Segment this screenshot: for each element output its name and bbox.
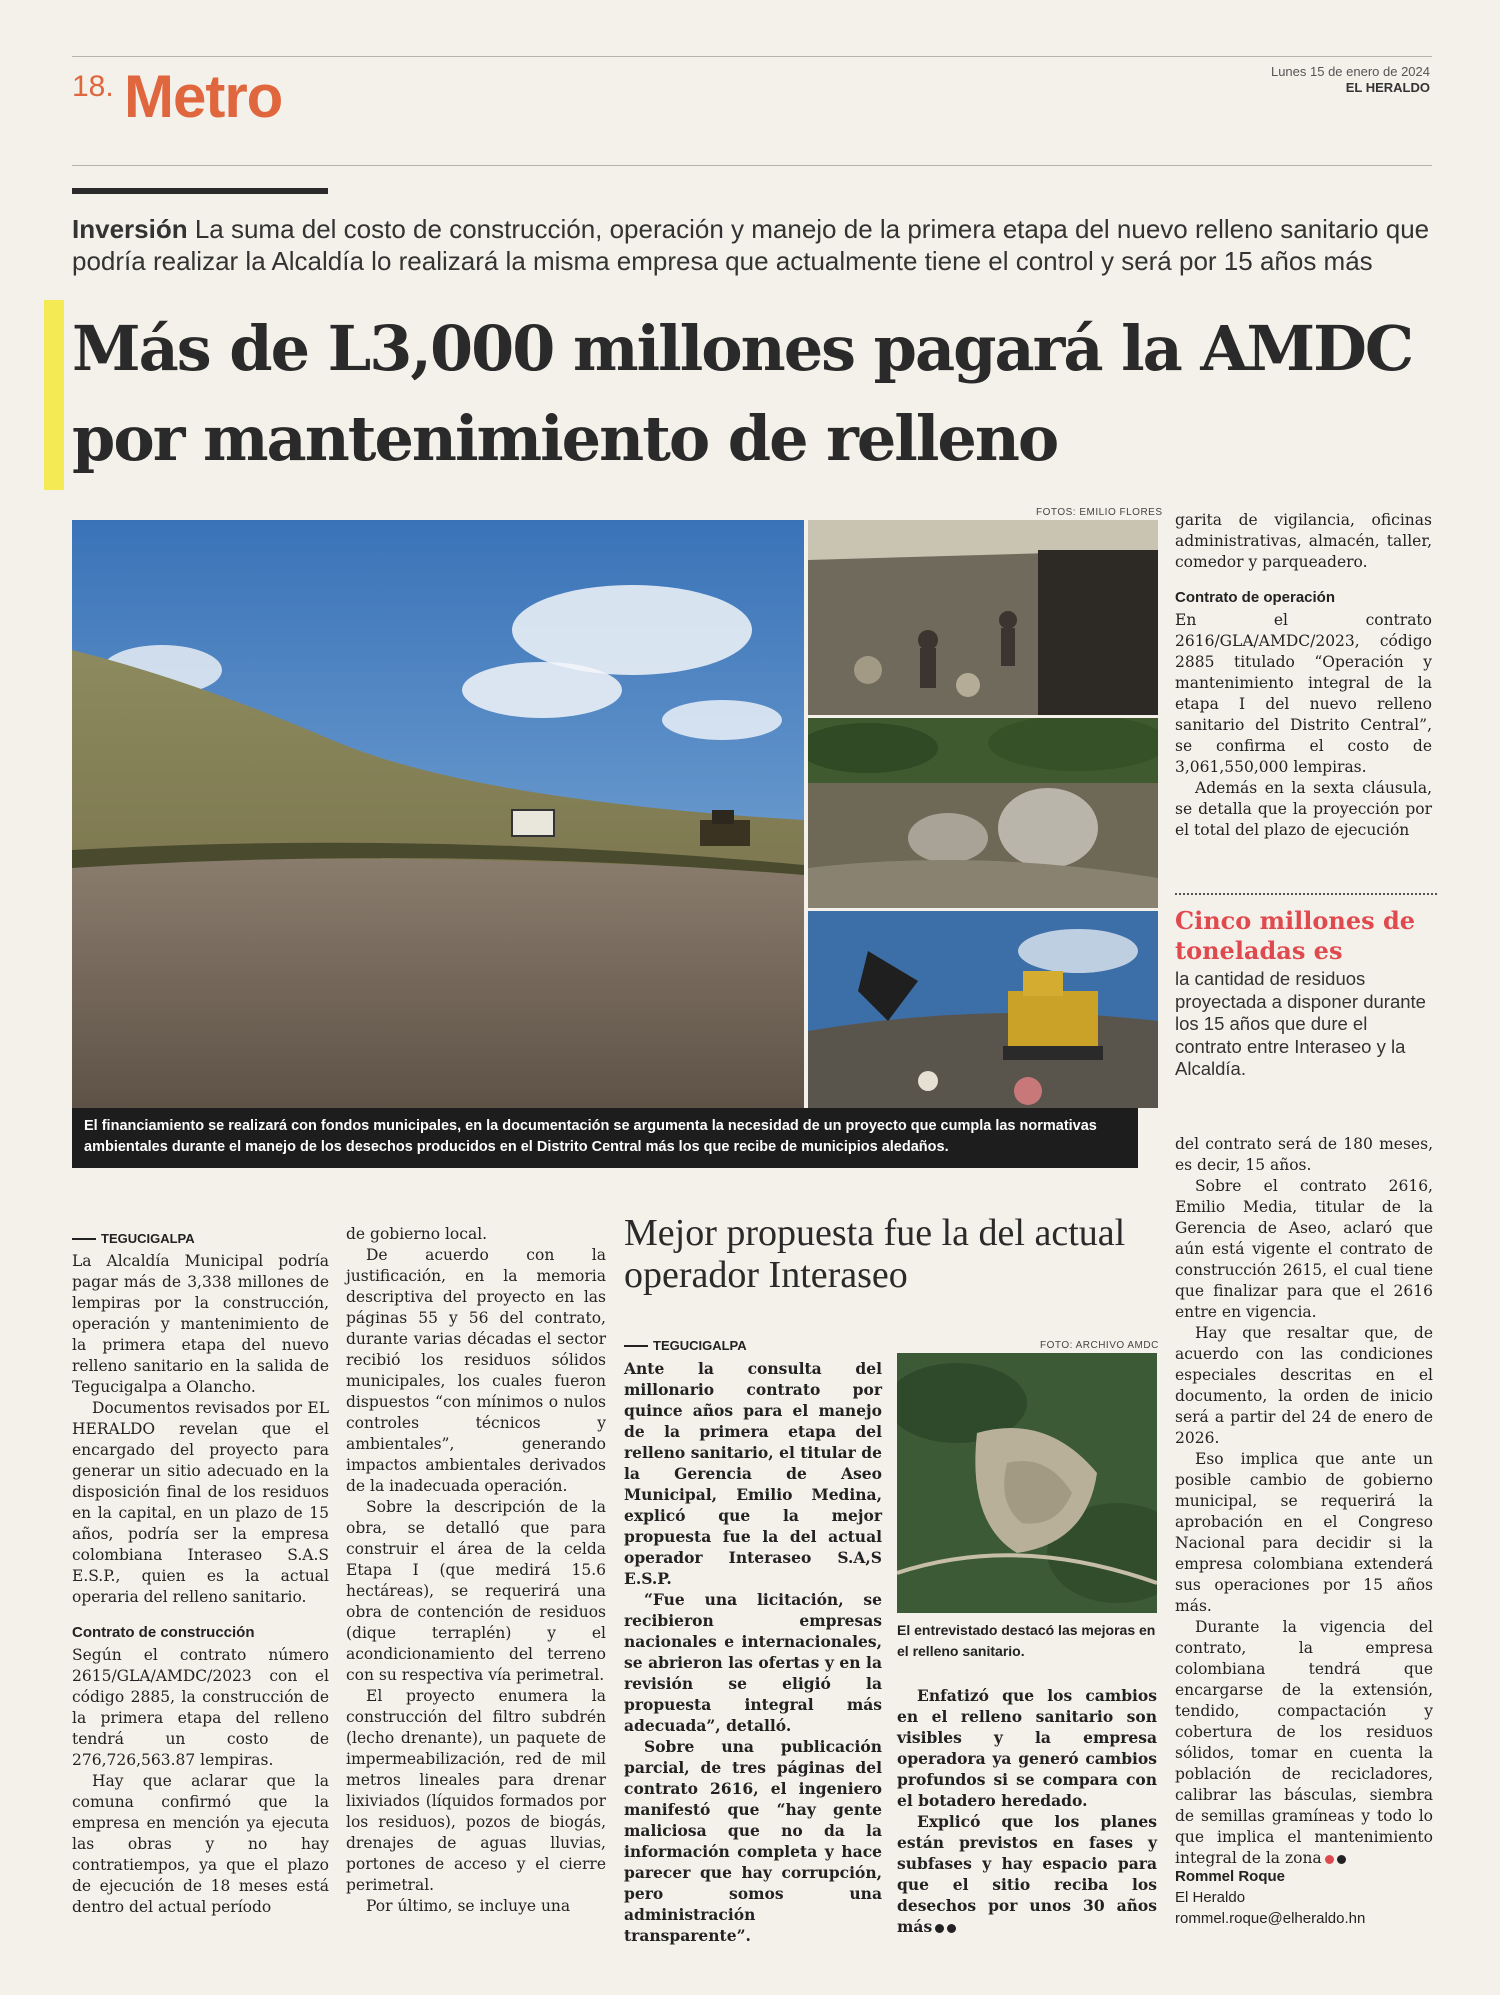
kicker-label: Inversión: [72, 214, 188, 244]
paragraph: Según el contrato número 2615/GLA/AMDC/2023 con el código 2885, la construcción de la primera etapa del relleno tendrá un costo de 276,726,563.87 lempiras.: [72, 1646, 329, 1769]
article2-col2: [897, 1685, 1157, 1937]
paragraph: del contrato será de 180 meses, es decir, 15 años.: [1175, 1135, 1433, 1174]
landfill-road-photo: [72, 520, 804, 1108]
article-col3-bottom: [1175, 1134, 1433, 1869]
paragraph: En el contrato 2616/GLA/AMDC/2023, código 2885 titulado “Operación y mantenimiento integral de la etapa I del nuevo relleno sanitario del Distrito Central”, se confirma el costo de 3,061,550,000 lempiras.: [1175, 611, 1432, 776]
paragraph: El proyecto enumera la construcción del filtro subdrén (lecho drenante), un paquete de impermeabilización, red de mil metros lineales para drenar lixiviados (líquidos formados por los residuos), pozos de biogás, drenajes de aguas lluvias, portones de acceso y el cierre perimetral.: [346, 1687, 606, 1894]
paragraph: Documentos revisados por EL HERALDO revelan que el encargado del proyecto para generar un sitio adecuado en la disposición final de los residuos en la capital, en un plazo de 15 años, podría ser la empresa colombiana Interaseo S.A.S E.S.P., quien es la actual operaria del relleno sanitario.: [72, 1399, 329, 1606]
paragraph: garita de vigilancia, oficinas administrativas, almacén, taller, comedor y parqueadero.: [1175, 511, 1432, 571]
article-col2: [346, 1224, 606, 1917]
sidebar-divider: [1175, 893, 1437, 895]
kicker-bar: [72, 188, 328, 194]
end-mark-icon: [947, 1924, 956, 1933]
paragraph: La Alcaldía Municipal podría pagar más de 3,338 millones de lempiras por la construcción, operación y mantenimiento de la primera etapa del nuevo relleno sanitario en la salida de Tegucigalpa a Olancho.: [72, 1252, 329, 1396]
paragraph: Enfatizó que los cambios en el relleno sanitario son visibles y la empresa operadora ya generó cambios profundos si se compara con el botadero heredado.: [897, 1686, 1157, 1810]
aerial-landfill-photo: [897, 1353, 1157, 1613]
workers-at-landfill-photo: [808, 520, 1158, 715]
paragraph: Sobre el contrato 2616, Emilio Media, titular de la Gerencia de Aseo, aclaró que aún está vigente el contrato de construcción 2615, el cual tiene que finalizar para que el 2616 entre en vigencia.: [1175, 1177, 1433, 1321]
main-photo-landfill: [72, 520, 804, 1108]
photo-credit-main: FOTOS: EMILIO FLORES: [1036, 507, 1163, 518]
headline: Más de L3,000 millones pagará la AMDC por mantenimiento de relleno: [72, 312, 1413, 475]
paragraph: Hay que aclarar que la comuna confirmó que la empresa en mención ya ejecuta las obras y no hay contratiempos, ya que el plazo de ejecución de 18 meses está dentro del actual período: [72, 1772, 329, 1916]
kicker: [72, 213, 1442, 277]
issue-date: Lunes 15 de enero de 2024: [1270, 64, 1430, 79]
secondary-headline: Mejor propuesta fue la del actual operador Interaseo: [624, 1212, 1126, 1296]
newspaper-name: EL HERALDO: [1345, 80, 1430, 95]
paragraph: de gobierno local.: [346, 1225, 488, 1243]
burning-waste-photo: [808, 718, 1158, 908]
paragraph: [897, 1811, 1157, 1937]
highlighter-mark: [44, 300, 64, 490]
paragraph: [1175, 1617, 1433, 1869]
paragraph: Sobre la descripción de la obra, se detalló que para construir el área de la celda Etapa I (que medirá 15.6 hectáreas), se requerirá una obra de contención de residuos (dique terraplén) y el acondicionamiento del terreno con su respectiva vía perimetral.: [346, 1498, 606, 1684]
paragraph: Ante la consulta del millonario contrato por quince años para el manejo de la primera etapa del relleno sanitario, el titular de la Gerencia de Aseo Municipal, Emilio Medina, explicó que la mejor propuesta fue la del actual operador Interaseo S.A,S E.S.P.: [624, 1359, 882, 1588]
second-photo-caption: El entrevistado destacó las mejoras en el relleno sanitario.: [897, 1622, 1156, 1659]
paragraph: Además en la sexta cláusula, se detalla que la proyección por el total del plazo de ejecución: [1175, 779, 1432, 839]
paragraph: De acuerdo con la justificación, en la memoria descriptiva del proyecto en las páginas 55 y 56 del contrato, durante varias décadas el sector recibió los residuos sólidos municipales, los cuales fueron dispuestos “con mínimos o nulos controles técnicos y ambientales”, generando impactos ambientales derivados de la inadecuada operación.: [346, 1246, 606, 1495]
end-mark-icon: [1325, 1855, 1334, 1864]
paragraph: Sobre una publicación parcial, de tres páginas del contrato 2616, el ingeniero manifestó que “hay gente maliciosa que no da la información completa y hace parecer que hay corrupción, pero somos una administración transparente”.: [624, 1737, 882, 1945]
dateline: TEGUCIGALPA: [624, 1335, 882, 1356]
byline-name: Rommel Roque: [1175, 1868, 1286, 1885]
subhead-construccion: Contrato de construcción: [72, 1624, 255, 1641]
paragraph: Eso implica que ante un posible cambio de gobierno municipal, se requerirá la aprobación en el Congreso Nacional para decidir si la empresa colombiana extenderá sus operaciones por 15 años más.: [1175, 1450, 1433, 1615]
paragraph: “Fue una licitación, se recibieron empresas nacionales e internacionales, se abrieron las ofertas y en la revisión se eligió la propuesta integral más adecuada”, detalló.: [624, 1590, 882, 1735]
byline: [1175, 1866, 1425, 1929]
article-col3-top: [1175, 510, 1432, 841]
photo-workers: [808, 520, 1158, 715]
paragraph: Por último, se incluye una: [366, 1897, 571, 1915]
end-mark-icon: [1337, 1855, 1346, 1864]
dateline: TEGUCIGALPA: [72, 1228, 329, 1249]
aerial-photo: [897, 1353, 1157, 1613]
sidebar-highlight: Cinco millones de toneladas es: [1175, 906, 1416, 965]
photo-smoke: [808, 718, 1158, 908]
photo-credit-second: FOTO: ARCHIVO AMDC: [1040, 1340, 1159, 1351]
kicker-text: La suma del costo de construcción, operación y manejo de la primera etapa del nuevo relleno sanitario que podría realizar la Alcaldía lo realizará la misma empresa que actualmente tiene el control y será por 15 años más: [72, 214, 1430, 276]
end-mark-icon: [935, 1924, 944, 1933]
article-col1: [72, 1228, 329, 1918]
header-rule: [72, 56, 1432, 57]
photo-bulldozer: [808, 911, 1158, 1108]
header-divider: [72, 165, 1432, 166]
article2-col1: [624, 1335, 882, 1946]
paragraph: Hay que resaltar que, de acuerdo con las condiciones especiales descritas en el documento, la orden de inicio será a partir del 24 de enero de 2026.: [1175, 1324, 1433, 1447]
paragraph-text: Explicó que los planes están previstos en fases y subfases y hay espacio para que el sitio reciba los desechos por unos 30 años más: [897, 1812, 1157, 1936]
byline-email[interactable]: rommel.roque@elheraldo.hn: [1175, 1910, 1366, 1927]
bulldozer-vultures-photo: [808, 911, 1158, 1108]
section-title: Metro: [124, 63, 283, 130]
main-photo-caption: El financiamiento se realizará con fondos municipales, en la documentación se argumenta la necesidad de un proyecto que cumpla las normativas ambientales durante el manejo de los desechos producidos en el Distrito Central más los que recibe de municipios aledaños.: [72, 1108, 1138, 1168]
sidebar-text: la cantidad de residuos proyectada a disponer durante los 15 años que dure el contrato entre Interaseo y la Alcaldía.: [1175, 968, 1426, 1079]
subhead-operacion: Contrato de operación: [1175, 589, 1336, 606]
byline-outlet: El Heraldo: [1175, 1889, 1246, 1906]
paragraph-text: Durante la vigencia del contrato, la empresa colombiana tendrá que encargarse de la extensión, tendido, compactación y cobertura de los residuos sólidos, tomar en cuenta la población de recicladores, calibrar las básculas, siembra de semillas gramíneas y todo lo que implica el mantenimiento integral de la zona: [1175, 1618, 1433, 1867]
page-number: 18.: [72, 70, 114, 103]
